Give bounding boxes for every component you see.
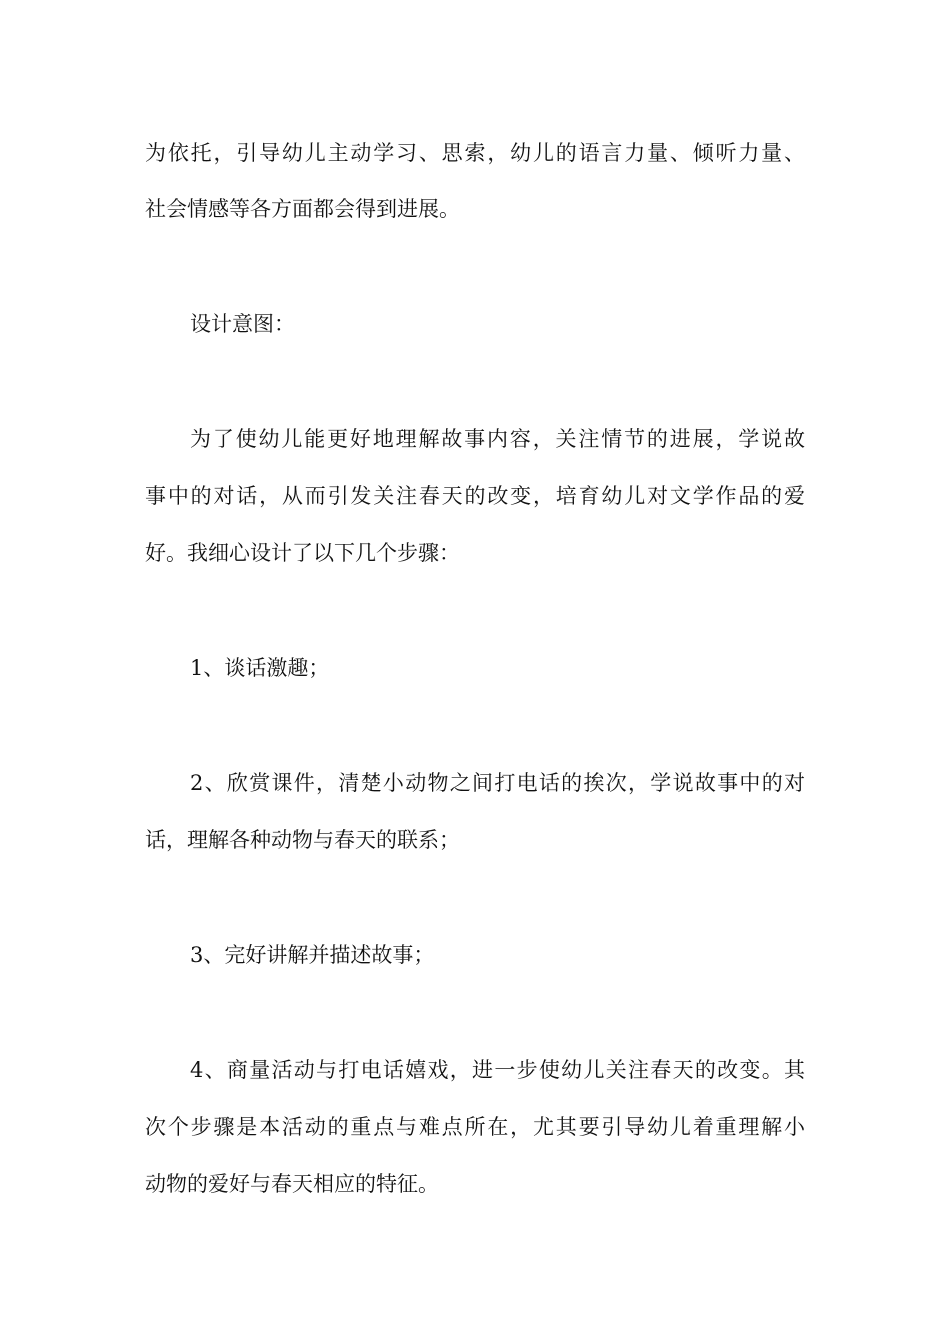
paragraph-line: 事中的对话，从而引发关注春天的改变，培育幼儿对文学作品的爱 xyxy=(145,484,805,508)
list-item: 3、完好讲解并描述故事； xyxy=(190,943,435,967)
section-heading: 设计意图： xyxy=(190,312,295,336)
paragraph-line: 好。我细心设计了以下几个步骤： xyxy=(145,541,460,565)
list-item: 2、欣赏课件，清楚小动物之间打电话的挨次，学说故事中的对 xyxy=(190,771,805,795)
paragraph-line: 为依托，引导幼儿主动学习、思索，幼儿的语言力量、倾听力量、 xyxy=(145,141,805,165)
list-item: 4、商量活动与打电话嬉戏，进一步使幼儿关注春天的改变。其 xyxy=(190,1058,805,1082)
list-item: 1、谈话激趣； xyxy=(190,656,330,680)
list-item-continuation: 动物的爱好与春天相应的特征。 xyxy=(145,1172,439,1196)
paragraph-line: 社会情感等各方面都会得到进展。 xyxy=(145,197,460,221)
paragraph-line: 为了使幼儿能更好地理解故事内容，关注情节的进展，学说故 xyxy=(190,427,805,451)
list-item-continuation: 次个步骤是本活动的重点与难点所在，尤其要引导幼儿着重理解小 xyxy=(145,1115,805,1139)
list-item-continuation: 话，理解各种动物与春天的联系； xyxy=(145,828,460,852)
